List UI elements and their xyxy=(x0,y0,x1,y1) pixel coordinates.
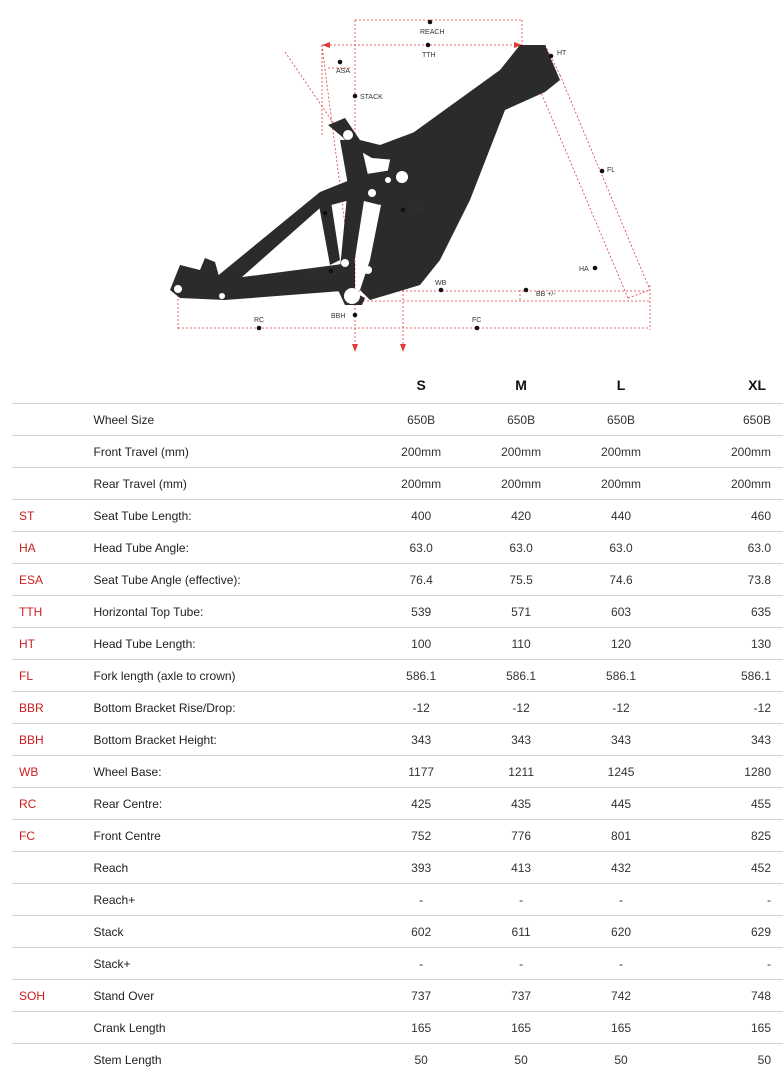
row-label: Stack+ xyxy=(90,948,372,980)
geometry-table-body xyxy=(12,404,783,1075)
row-abbreviation: HT xyxy=(12,628,90,660)
tth-label: TTH xyxy=(422,52,436,59)
row-value: -12 xyxy=(371,692,471,724)
row-value: 650B xyxy=(471,404,571,436)
row-value: 586.1 xyxy=(671,660,783,692)
table-row xyxy=(12,436,783,468)
row-label: Bottom Bracket Rise/Drop: xyxy=(90,692,372,724)
table-row xyxy=(12,660,783,692)
row-abbreviation: HA xyxy=(12,532,90,564)
label-header xyxy=(90,367,372,404)
row-value: 63.0 xyxy=(671,532,783,564)
row-value: 74.6 xyxy=(571,564,671,596)
row-value: 539 xyxy=(371,596,471,628)
row-abbreviation xyxy=(12,852,90,884)
table-row xyxy=(12,852,783,884)
rc-label: RC xyxy=(254,317,264,324)
row-value: 1245 xyxy=(571,756,671,788)
row-value: 432 xyxy=(571,852,671,884)
row-abbreviation xyxy=(12,436,90,468)
table-row xyxy=(12,500,783,532)
row-abbreviation xyxy=(12,884,90,916)
ht-label: HT xyxy=(557,50,567,57)
row-abbreviation xyxy=(12,468,90,500)
table-row xyxy=(12,404,783,436)
row-abbreviation: WB xyxy=(12,756,90,788)
stack-label: STACK xyxy=(360,94,383,101)
row-value: 63.0 xyxy=(471,532,571,564)
row-value: 165 xyxy=(571,1012,671,1044)
row-value: 165 xyxy=(471,1012,571,1044)
table-row xyxy=(12,788,783,820)
row-value: 73.8 xyxy=(671,564,783,596)
soh-label: SOH xyxy=(409,207,424,214)
row-label: Wheel Size xyxy=(90,404,372,436)
row-value: - xyxy=(371,948,471,980)
row-label: Head Tube Angle: xyxy=(90,532,372,564)
row-value: - xyxy=(671,948,783,980)
row-value: 425 xyxy=(371,788,471,820)
bbh-label: BBH xyxy=(331,313,345,320)
row-label: Head Tube Length: xyxy=(90,628,372,660)
table-row xyxy=(12,532,783,564)
fc-label: FC xyxy=(472,317,481,324)
row-label: Stem Length xyxy=(90,1044,372,1075)
row-abbreviation: TTH xyxy=(12,596,90,628)
row-label: Fork length (axle to crown) xyxy=(90,660,372,692)
row-value: 400 xyxy=(371,500,471,532)
row-value: 742 xyxy=(571,980,671,1012)
asa-label: ASA xyxy=(336,68,350,75)
row-value: - xyxy=(471,884,571,916)
row-value: 752 xyxy=(371,820,471,852)
row-value: 586.1 xyxy=(471,660,571,692)
row-label: Front Travel (mm) xyxy=(90,436,372,468)
row-value: 452 xyxy=(671,852,783,884)
row-value: 801 xyxy=(571,820,671,852)
row-value: 603 xyxy=(571,596,671,628)
row-value: 75.5 xyxy=(471,564,571,596)
row-value: 571 xyxy=(471,596,571,628)
row-value: - xyxy=(371,884,471,916)
table-row xyxy=(12,1012,783,1044)
row-value: 737 xyxy=(371,980,471,1012)
row-value: -12 xyxy=(471,692,571,724)
row-value: 200mm xyxy=(371,436,471,468)
row-value: - xyxy=(571,948,671,980)
table-row xyxy=(12,820,783,852)
row-value: 650B xyxy=(671,404,783,436)
row-value: 629 xyxy=(671,916,783,948)
row-label: Crank Length xyxy=(90,1012,372,1044)
table-row xyxy=(12,980,783,1012)
row-value: 200mm xyxy=(471,436,571,468)
reach-label: REACH xyxy=(420,29,445,36)
row-value: 825 xyxy=(671,820,783,852)
row-value: 63.0 xyxy=(371,532,471,564)
row-label: Front Centre xyxy=(90,820,372,852)
row-value: 650B xyxy=(571,404,671,436)
row-value: 165 xyxy=(371,1012,471,1044)
size-header: L xyxy=(571,367,671,404)
table-row xyxy=(12,948,783,980)
row-value: 620 xyxy=(571,916,671,948)
row-value: 100 xyxy=(371,628,471,660)
row-value: 1177 xyxy=(371,756,471,788)
row-abbreviation xyxy=(12,404,90,436)
row-label: Bottom Bracket Height: xyxy=(90,724,372,756)
row-abbreviation: FL xyxy=(12,660,90,692)
geometry-table xyxy=(12,367,783,1075)
table-row xyxy=(12,756,783,788)
row-value: 435 xyxy=(471,788,571,820)
ha-label: HA xyxy=(579,266,589,273)
row-value: 413 xyxy=(471,852,571,884)
row-value: 586.1 xyxy=(571,660,671,692)
row-value: 445 xyxy=(571,788,671,820)
row-value: 200mm xyxy=(571,436,671,468)
table-row xyxy=(12,596,783,628)
row-abbreviation xyxy=(12,916,90,948)
bb-label: BB +/- xyxy=(536,291,556,298)
esa-label: ESA xyxy=(309,269,323,276)
row-value: 200mm xyxy=(671,468,783,500)
row-value: 343 xyxy=(471,724,571,756)
table-row xyxy=(12,628,783,660)
row-value: 440 xyxy=(571,500,671,532)
row-value: 611 xyxy=(471,916,571,948)
table-row xyxy=(12,1044,783,1075)
row-value: 200mm xyxy=(471,468,571,500)
row-label: Reach+ xyxy=(90,884,372,916)
row-abbreviation: SOH xyxy=(12,980,90,1012)
row-abbreviation: BBH xyxy=(12,724,90,756)
table-row xyxy=(12,468,783,500)
bike-frame xyxy=(170,45,560,305)
row-value: 776 xyxy=(471,820,571,852)
row-value: - xyxy=(671,884,783,916)
row-value: 165 xyxy=(671,1012,783,1044)
row-value: 343 xyxy=(371,724,471,756)
frame-geometry-diagram xyxy=(0,0,783,360)
row-value: 343 xyxy=(671,724,783,756)
size-header: S xyxy=(371,367,471,404)
table-row xyxy=(12,884,783,916)
row-label: Rear Centre: xyxy=(90,788,372,820)
table-row xyxy=(12,916,783,948)
row-value: 110 xyxy=(471,628,571,660)
row-value: 748 xyxy=(671,980,783,1012)
row-value: 50 xyxy=(671,1044,783,1075)
row-value: 50 xyxy=(371,1044,471,1075)
row-value: 200mm xyxy=(671,436,783,468)
row-abbreviation xyxy=(12,1044,90,1075)
row-abbreviation: BBR xyxy=(12,692,90,724)
row-label: Reach xyxy=(90,852,372,884)
row-abbreviation: RC xyxy=(12,788,90,820)
row-abbreviation xyxy=(12,948,90,980)
row-value: 455 xyxy=(671,788,783,820)
row-value: 586.1 xyxy=(371,660,471,692)
row-value: 393 xyxy=(371,852,471,884)
row-abbreviation xyxy=(12,1012,90,1044)
wb-label: WB xyxy=(435,280,447,287)
row-value: 1280 xyxy=(671,756,783,788)
row-label: Stack xyxy=(90,916,372,948)
row-value: 1211 xyxy=(471,756,571,788)
table-row xyxy=(12,724,783,756)
size-header: M xyxy=(471,367,571,404)
row-value: 650B xyxy=(371,404,471,436)
row-value: 120 xyxy=(571,628,671,660)
row-label: Rear Travel (mm) xyxy=(90,468,372,500)
row-label: Stand Over xyxy=(90,980,372,1012)
row-value: -12 xyxy=(571,692,671,724)
row-value: 635 xyxy=(671,596,783,628)
abbr-header xyxy=(12,367,90,404)
row-value: 200mm xyxy=(571,468,671,500)
row-value: 460 xyxy=(671,500,783,532)
row-value: 50 xyxy=(571,1044,671,1075)
fl-label: FL xyxy=(607,167,615,174)
row-value: 130 xyxy=(671,628,783,660)
row-value: 63.0 xyxy=(571,532,671,564)
row-value: -12 xyxy=(671,692,783,724)
size-header: XL xyxy=(671,367,783,404)
row-value: 200mm xyxy=(371,468,471,500)
row-label: Seat Tube Angle (effective): xyxy=(90,564,372,596)
row-value: 343 xyxy=(571,724,671,756)
row-label: Wheel Base: xyxy=(90,756,372,788)
table-row xyxy=(12,564,783,596)
table-row xyxy=(12,692,783,724)
row-value: 50 xyxy=(471,1044,571,1075)
row-abbreviation: ESA xyxy=(12,564,90,596)
row-value: - xyxy=(571,884,671,916)
row-value: 602 xyxy=(371,916,471,948)
row-abbreviation: FC xyxy=(12,820,90,852)
row-label: Seat Tube Length: xyxy=(90,500,372,532)
row-value: 76.4 xyxy=(371,564,471,596)
row-value: 420 xyxy=(471,500,571,532)
row-abbreviation: ST xyxy=(12,500,90,532)
row-value: - xyxy=(471,948,571,980)
row-label: Horizontal Top Tube: xyxy=(90,596,372,628)
row-value: 737 xyxy=(471,980,571,1012)
size-header-row xyxy=(12,367,783,404)
